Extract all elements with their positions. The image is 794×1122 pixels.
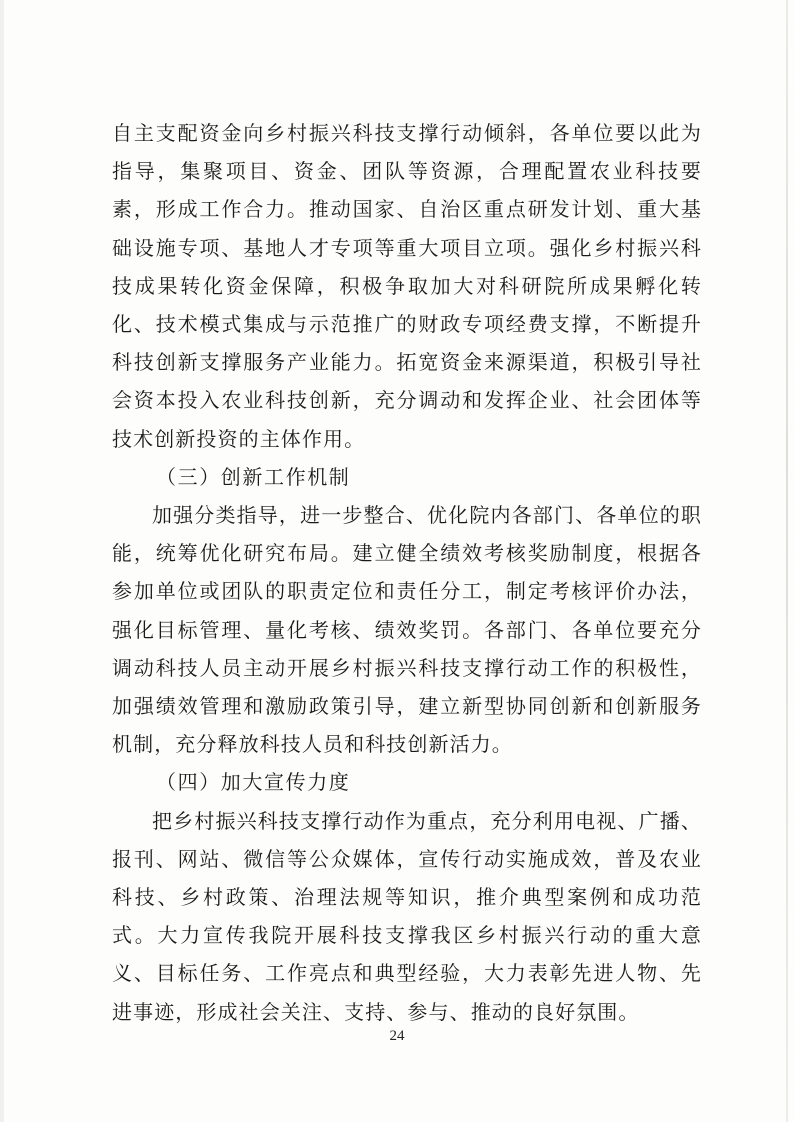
page-number: 24 [389, 1028, 405, 1044]
scan-edge-left [0, 0, 4, 1122]
document-body [112, 114, 702, 1031]
paragraph-publicity: 把乡村振兴科技支撑行动作为重点，充分利用电视、广播、报刊、网站、微信等公众媒体，宣传行动实施成效，普及农业科技、乡村政策、治理法规等知识，推介典型案例和成功范式。大力宣传我院开展科技支撑我区乡村振兴行动的重大意义、目标任务、工作亮点和典型经验，大力表彰先进人物、先进事迹，形成社会关注、支持、参与、推动的良好氛围。 [112, 808, 702, 1024]
section-heading-innovation-mechanism: （三）创新工作机制 [156, 464, 351, 489]
paragraph-innovation-mechanism: 加强分类指导，进一步整合、优化院内各部门、各单位的职能，统筹优化研究布局。建立健全绩效考核奖励制度，根据各参加单位或团队的职责定位和责任分工，制定考核评价办法，强化目标管理、量化考核、绩效奖罚。各部门、各单位要充分调动科技人员主动开展乡村振兴科技支撑行动工作的积极性，加强绩效管理和激励政策引导，建立新型协同创新和创新服务机制，充分释放科技人员和科技创新活力。 [112, 503, 702, 757]
paragraph-funding-support: 自主支配资金向乡村振兴科技支撑行动倾斜，各单位要以此为指导，集聚项目、资金、团队等资源，合理配置农业科技要素，形成工作合力。推动国家、自治区重点研发计划、重大基础设施专项、基地人才专项等重大项目立项。强化乡村振兴科技成果转化资金保障，积极争取加大对科研院所成果孵化转化、技术模式集成与示范推广的财政专项经费支撑，不断提升科技创新支撑服务产业能力。拓宽资金来源渠道，积极引导社会资本投入农业科技创新，充分调动和发挥企业、社会团体等技术创新投资的主体作用。 [112, 121, 702, 451]
scan-edge-right [786, 0, 788, 1122]
section-heading-publicity: （四）加大宣传力度 [156, 770, 351, 795]
